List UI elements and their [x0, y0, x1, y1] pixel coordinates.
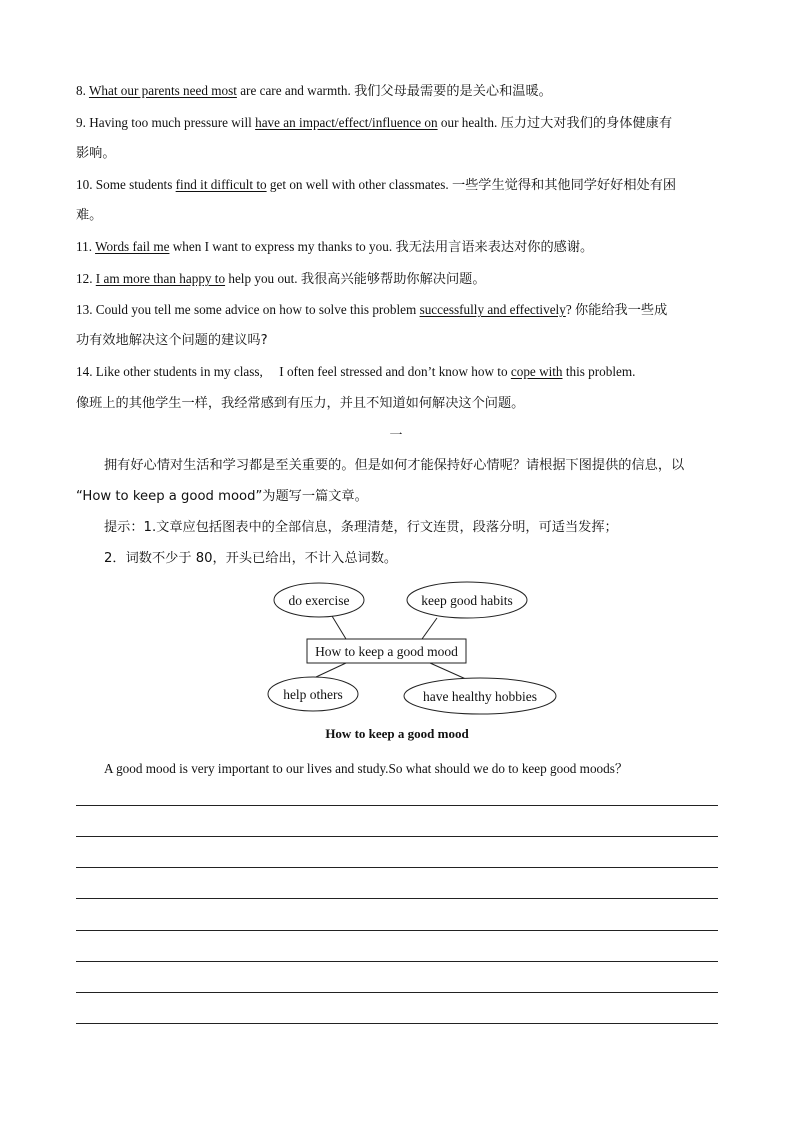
translation: 我很高兴能够帮助你解决问题。: [300, 272, 486, 287]
sentence-text: Could you tell me some advice on how to solve this problem: [95, 302, 420, 317]
key-phrase: I am more than happy to: [95, 271, 226, 286]
center-label: How to keep a good mood: [315, 644, 458, 659]
key-phrase: What our parents need most: [88, 83, 237, 98]
prompt-line-2: “How to keep a good mood”为题写一篇文章。: [76, 489, 368, 504]
sentence-text: our health.: [437, 115, 498, 130]
node-help-others: help others: [283, 687, 343, 702]
writing-line[interactable]: [76, 1023, 718, 1024]
section-marker: 一: [389, 428, 403, 443]
writing-line[interactable]: [76, 930, 718, 931]
key-phrase: have an impact/effect/influence on: [255, 115, 438, 130]
writing-line[interactable]: [76, 805, 718, 806]
prompt-line-1: 拥有好心情对生活和学习都是至关重要的。但是如何才能保持好心情呢？请根据下图提供的信息，以: [104, 458, 685, 473]
sentence-number: 12.: [76, 271, 93, 286]
writing-line[interactable]: [76, 961, 718, 962]
key-phrase: successfully and effectively: [419, 302, 566, 317]
prompt-tip-1: 提示：1.文章应包括图表中的全部信息，条理清楚，行文连贯，段落分明，可适当发挥；: [104, 520, 618, 535]
sentence-text: are care and warmth.: [236, 83, 351, 98]
prompt-tip-2: 2．词数不少于 80，开头已给出，不计入总词数。: [104, 551, 398, 566]
translation-continued: 功有效地解决这个问题的建议吗?: [76, 333, 268, 348]
connector-line: [332, 616, 346, 639]
key-phrase: find it difficult to: [175, 177, 267, 192]
sentence-text: ?: [565, 302, 572, 317]
sentence-text: help you out.: [225, 271, 298, 286]
sentence-number: 9.: [76, 115, 86, 130]
writing-line[interactable]: [76, 992, 718, 993]
sentence-text: Like other students in my class, I often feel stressed and don’t know how to: [95, 364, 511, 379]
translation: 一些学生觉得和其他同学好好相处有困: [451, 178, 677, 193]
writing-line[interactable]: [76, 836, 718, 837]
translation: 我们父母最需要的是关心和温暖。: [354, 84, 552, 99]
translation: 你能给我一些成: [574, 303, 668, 318]
translation-continued: 像班上的其他学生一样，我经常感到有压力，并且不知道如何解决这个问题。: [76, 396, 525, 411]
translation: 压力过大对我们的身体健康有: [500, 116, 673, 131]
sentence-text: get on well with other classmates.: [266, 177, 449, 192]
key-phrase: cope with: [510, 364, 563, 379]
sentence-text: Having too much pressure will: [89, 115, 256, 130]
sentence-number: 10.: [76, 177, 93, 192]
writing-line[interactable]: [76, 867, 718, 868]
translation-continued: 影响。: [76, 146, 116, 161]
sentence-number: 8.: [76, 83, 86, 98]
connector-line: [430, 663, 468, 680]
connector-line: [316, 663, 346, 677]
writing-line[interactable]: [76, 898, 718, 899]
translation: 我无法用言语来表达对你的感谢。: [395, 240, 594, 255]
node-do-exercise: do exercise: [288, 593, 350, 608]
connector-line: [422, 618, 437, 639]
key-phrase: Words fail me: [95, 239, 170, 254]
sentence-number: 11.: [76, 239, 92, 254]
sentence-number: 14.: [76, 364, 93, 379]
node-keep-good-habits: keep good habits: [421, 593, 513, 608]
sentence-text: Some students: [95, 177, 176, 192]
sentence-text: when I want to express my thanks to you.: [169, 239, 393, 254]
diagram-caption: How to keep a good mood: [325, 726, 469, 741]
node-have-healthy-hobbies: have healthy hobbies: [423, 689, 537, 704]
sentence-number: 13.: [76, 302, 93, 317]
essay-opening: A good mood is very important to our lives and study.So what should we do to keep good moods？: [104, 761, 629, 776]
sentence-text: this problem.: [562, 364, 636, 379]
translation-continued: 难。: [76, 208, 103, 223]
